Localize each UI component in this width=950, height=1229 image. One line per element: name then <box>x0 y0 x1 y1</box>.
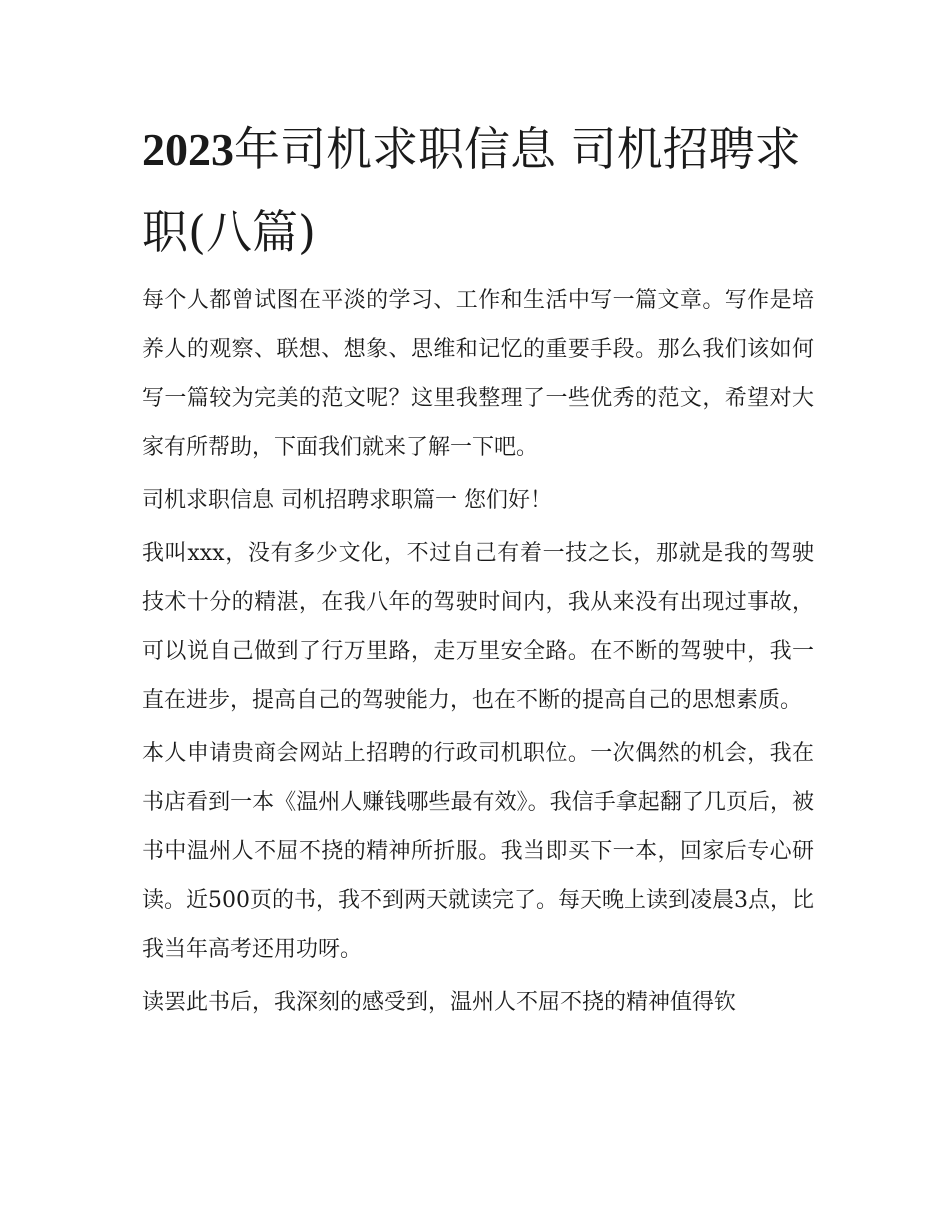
section-heading-paragraph: 司机求职信息 司机招聘求职篇一 您们好！ <box>142 488 552 513</box>
title-text: 年司机求职信息 司机招聘求职(八篇) <box>142 122 801 259</box>
title-year: 2023 <box>142 124 234 175</box>
body-paragraph: 我叫xxx，没有多少文化，不过自己有着一技之长，那就是我的驾驶技术十分的精湛，在我八年的驾驶时间内，我从来没有出现过事故，可以说自己做到了行万里路，走万里安全路。在不断的驾驶中，我一直在进步，提高自己的驾驶能力，也在不断的提高自己的思想素质。 <box>142 541 814 713</box>
body-paragraph: 本人申请贵商会网站上招聘的行政司机职位。一次偶然的机会，我在书店看到一本《温州人赚钱哪些最有效》。我信手拿起翻了几页后，被书中温州人不屈不挠的精神所折服。我当即买下一本，回家后专心研读。近500页的书，我不到两天就读完了。每天晚上读到凌晨3点，比我当年高考还用功呀。 <box>142 741 814 962</box>
body-paragraph: 读罢此书后，我深刻的感受到，温州人不屈不挠的精神值得钦 <box>142 990 737 1015</box>
document-body <box>142 276 814 1031</box>
intro-paragraph: 每个人都曾试图在平淡的学习、工作和生活中写一篇文章。写作是培养人的观察、联想、想象、思维和记忆的重要手段。那么我们该如何写一篇较为完美的范文呢？这里我整理了一些优秀的范文，希望对大家有所帮助，下面我们就来了解一下吧。 <box>142 288 814 460</box>
document-title <box>142 108 822 273</box>
